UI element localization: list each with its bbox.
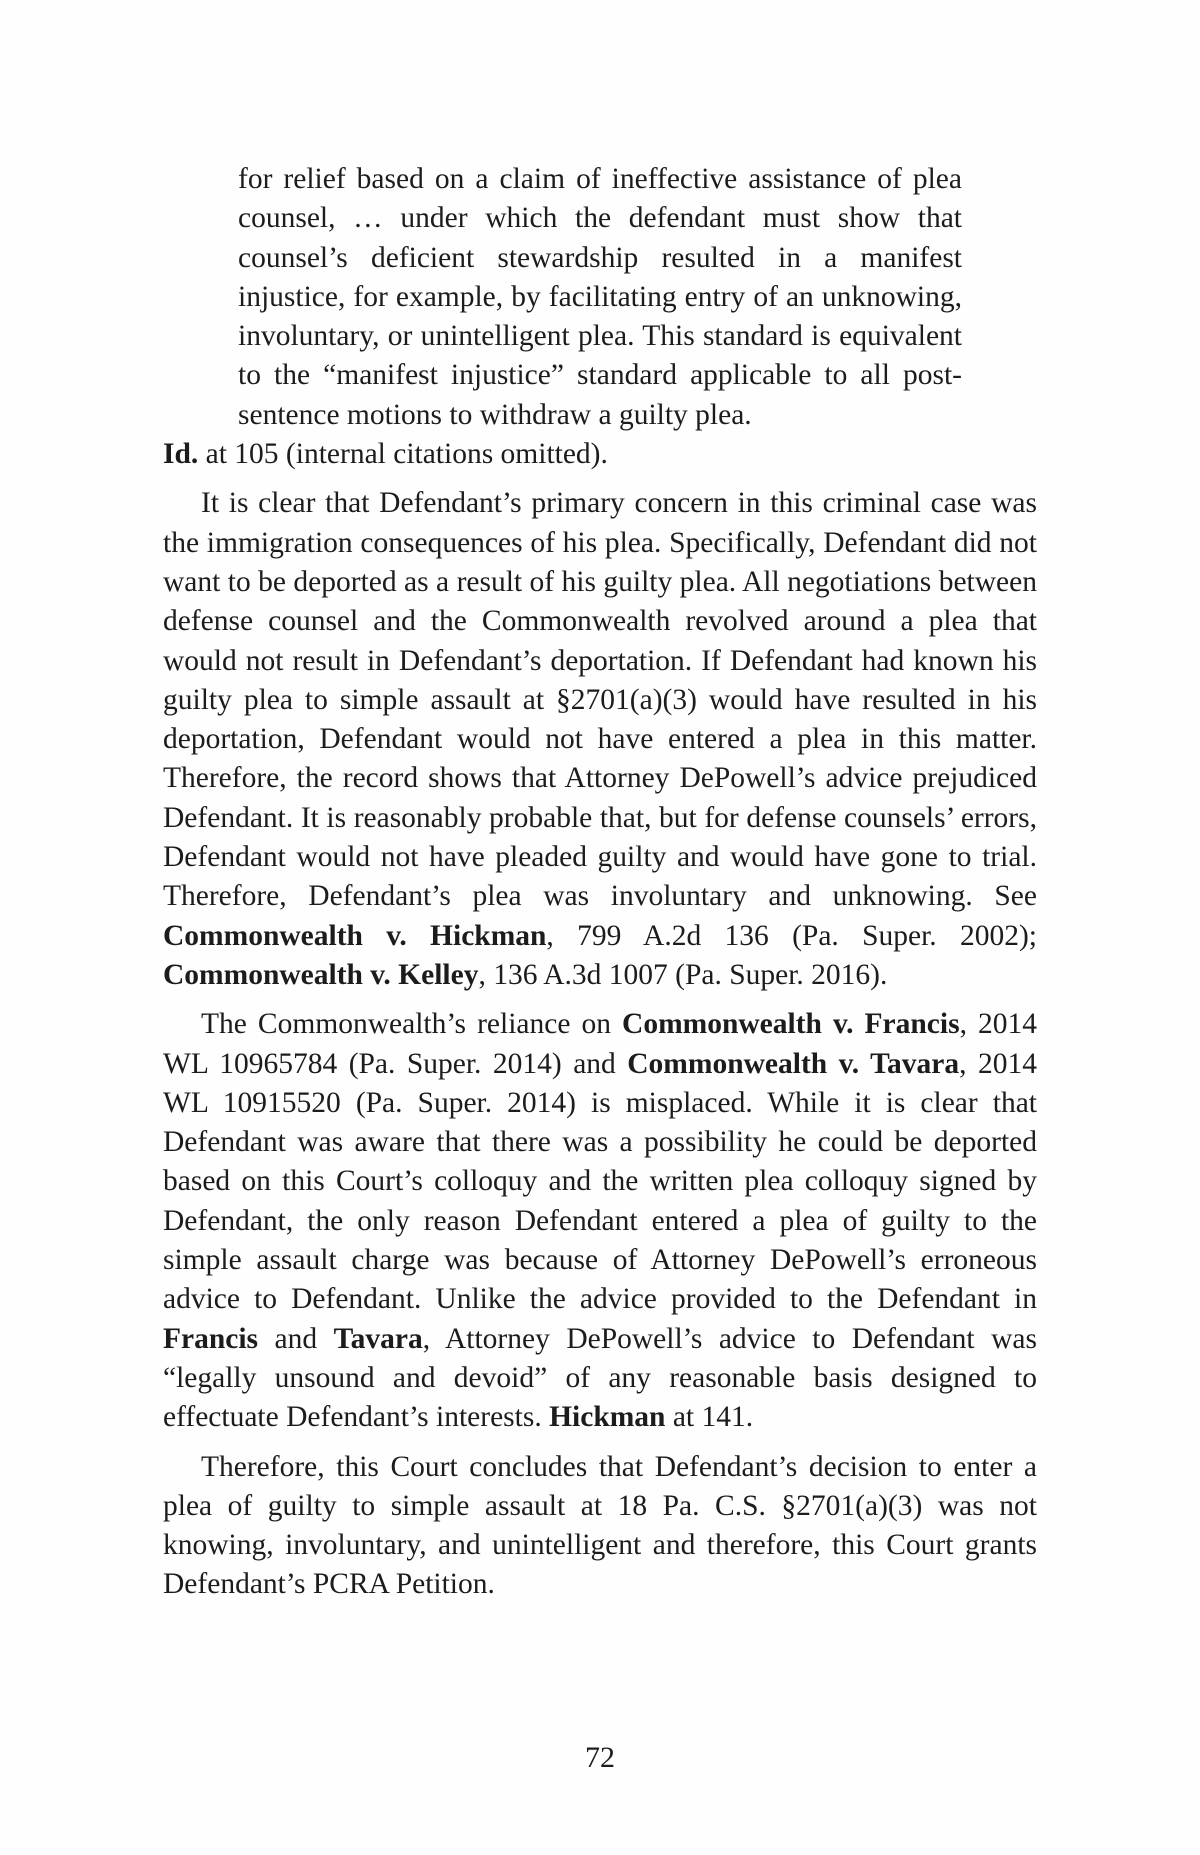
case-ref-tavara: Tavara (333, 1322, 423, 1355)
citation-id: Id. (163, 438, 199, 471)
paragraph-1-text: , 799 A.2d 136 (Pa. Super. 2002); (546, 919, 1037, 952)
paragraph-2-text: , Attorney DePowell’s advice to Defendant was “legally unsound and devoid” of any reasonable basis designed to effectuate Defendant’s interests. (163, 1322, 1037, 1434)
paragraph-3-text: Therefore, this Court concludes that Defendant’s decision to enter a plea of guilty to simple assault at 18 Pa. C.S. §2701(a)(3) was not knowing, involuntary, and unintelligent and therefore, this Court grants Defendant’s PCRA Petition. (163, 1450, 1037, 1601)
case-ref-hickman: Hickman (549, 1401, 666, 1434)
paragraph-2-text: , 2014 WL 10915520 (Pa. Super. 2014) is misplaced. While it is clear that Defendant was aware that there was a possibility he could be deported based on this Court’s colloquy and the written plea colloquy signed by Defendant, the only reason Defendant entered a plea of guilty to the simple assault charge was because of Attorney DePowell’s erroneous advice to Defendant. Unlike the advice provided to the Defendant in (163, 1047, 1037, 1316)
case-name-francis: Commonwealth v. Francis (622, 1008, 960, 1041)
case-ref-francis: Francis (163, 1322, 259, 1355)
case-name-kelley: Commonwealth v. Kelley (163, 958, 479, 991)
case-name-tavara: Commonwealth v. Tavara (627, 1047, 960, 1080)
paragraph-2-text: and (258, 1322, 334, 1355)
paragraph-2-text: The Commonwealth’s reliance on (201, 1008, 623, 1041)
paragraph-2 (163, 1005, 1037, 1437)
paragraph-1-text: , 136 A.3d 1007 (Pa. Super. 2016). (478, 958, 888, 991)
paragraph-3 (163, 1448, 1037, 1605)
page-number: 72 (585, 1741, 615, 1774)
page-body (163, 160, 1037, 1615)
paragraph-1-text: It is clear that Defendant’s primary concern in this criminal case was the immigration consequences of his plea. Specifically, Defendant did not want to be deported as a result of his guilty plea. All negotiations between defense counsel and the Commonwealth revolved around a plea that would not result in Defendant’s deportation. If Defendant had known his guilty plea to simple assault at §2701(a)(3) would have resulted in his deportation, Defendant would not have entered a plea in this matter. Therefore, the record shows that Attorney DePowell’s advice prejudiced Defendant. It is reasonably probable that, but for defense counsels’ errors, Defendant would not have pleaded guilty and would have gone to trial. Therefore, Defendant’s plea was involuntary and unknowing. See (163, 487, 1037, 913)
quote-citation (163, 435, 1037, 474)
paragraph-1 (163, 484, 1037, 995)
block-quote (238, 160, 962, 435)
paragraph-2-text: , 2014 WL 10965784 (Pa. Super. 2014) and (163, 1008, 1037, 1080)
case-name-hickman: Commonwealth v. Hickman (163, 919, 547, 952)
block-quote-text: for relief based on a claim of ineffective assistance of plea counsel, … under which the defendant must show that counsel’s deficient stewardship resulted in a manifest injustice, for example, by facilitating entry of an unknowing, involuntary, or unintelligent plea. This standard is equivalent to the “manifest injustice” standard applicable to all post-sentence motions to withdraw a guilty plea. (238, 163, 962, 431)
paragraph-2-text: at 141. (665, 1401, 754, 1434)
citation-rest: at 105 (internal citations omitted). (198, 438, 608, 471)
